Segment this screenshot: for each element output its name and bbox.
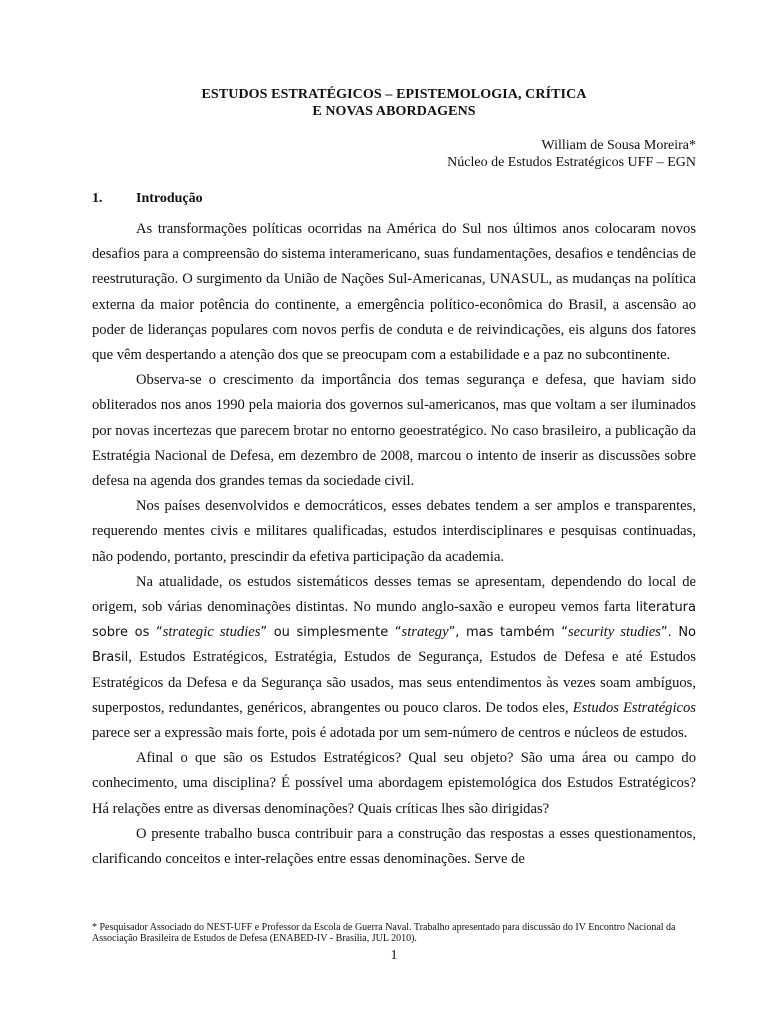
title-line-1: ESTUDOS ESTRATÉGICOS – EPISTEMOLOGIA, CRÍTICA <box>201 87 587 102</box>
author-block <box>447 137 696 171</box>
p4-term-security-studies: security studies <box>568 624 661 641</box>
p4-term-estudos-estrategicos: Estudos Estratégicos <box>572 699 696 716</box>
paragraph-2: Observa-se o crescimento da importância dos temas segurança e defesa, que haviam sido obliterados nos anos 1990 pela maioria dos governos sul-americanos, mas que voltam a ser iluminados por novas incertezas que parecem brotar no entorno geoestratégico. No caso brasileiro, a publicação da Estratégia Nacional de Defesa, em dezembro de 2008, marcou o intento de inserir as discussões sobre defesa na agenda dos grandes temas da sociedade civil. <box>92 372 696 490</box>
p4-term-strategy: strategy <box>401 624 449 641</box>
paragraph-6: O presente trabalho busca contribuir para a construção das respostas a esses questionamentos, clarificando conceitos e inter-relações entre essas denominações. Serve de <box>92 825 696 868</box>
paragraph-5: Afinal o que são os Estudos Estratégicos? Qual seu objeto? São uma área ou campo do conhecimento, uma disciplina? É possível uma abordagem epistemológica dos Estudos Estratégicos? Há relações entre as diversas denominações? Quais críticas lhes são dirigidas? <box>92 750 696 817</box>
p4-part-h: ”. No Brasil <box>92 625 696 666</box>
body-text <box>92 217 696 872</box>
document-page <box>92 0 696 1024</box>
author-name: William de Sousa Moreira* <box>541 138 696 153</box>
paragraph-3: Nos países desenvolvidos e democráticos, esses debates tendem a ser amplos e transparentes, requerendo mentes civis e militares qualificadas, estudos interdisciplinares e pesquisas continuadas, não podendo, portanto, prescindir da efetiva participação da academia. <box>92 498 696 565</box>
p4-part-f: ”, mas também “ <box>448 625 568 641</box>
section-number: 1. <box>92 191 103 206</box>
p4-part-a: Na atualidade, os estudos sistemáticos desses temas se apresentam, dependendo do local de origem, sob várias denominações distintas. No mundo anglo-saxão e europeu vemos farta <box>92 573 696 616</box>
section-heading <box>92 190 203 207</box>
p4-part-d: ” ou simplesmente “ <box>260 625 402 641</box>
paragraph-1: As transformações políticas ocorridas na América do Sul nos últimos anos colocaram novos desafios para a compreensão do sistema interamericano, suas fundamentações, desafios e tendências de reestruturação. O surgimento da União de Nações Sul-Americanas, UNASUL, as mudanças na política externa da maior potência do continente, a emergência político-econômica do Brasil, a ascensão ao poder de lideranças populares com novos perfis de conduta e de reivindicações, eis alguns dos fatores que vêm despertando a atenção dos que se preocupam com a estabilidade e a paz no subcontinente. <box>92 221 696 364</box>
p4-part-b: literatura sobre os “ <box>92 600 696 641</box>
paper-title <box>92 86 696 120</box>
paragraph-4 <box>92 570 696 746</box>
footnote: * Pesquisador Associado do NEST-UFF e Professor da Escola de Guerra Naval. Trabalho apresentado para discussão do IV Encontro Nacional da Associação Brasileira de Estudos de Defesa (ENABED-IV - Brasília, JUL 2010). <box>92 922 676 944</box>
p4-part-i: , Estudos Estratégicos, Estratégia, Estudos de Segurança, Estudos de Defesa e até Estudos Estratégicos da Defesa e da Segurança são usados, mas seus entendimentos às vezes soam ambíguos, superpostos, redundantes, genéricos, abrangentes ou pouco claros. De todos eles, <box>92 649 696 716</box>
page-number: 1 <box>390 948 398 963</box>
title-line-2: E NOVAS ABORDAGENS <box>312 104 476 119</box>
section-title: Introdução <box>136 191 203 206</box>
p4-term-strategic-studies: strategic studies <box>162 624 261 641</box>
p4-part-k: parece ser a expressão mais forte, pois é adotada por um sem-número de centros e núcleos de estudos. <box>92 725 688 742</box>
author-affiliation: Núcleo de Estudos Estratégicos UFF – EGN <box>447 155 696 170</box>
